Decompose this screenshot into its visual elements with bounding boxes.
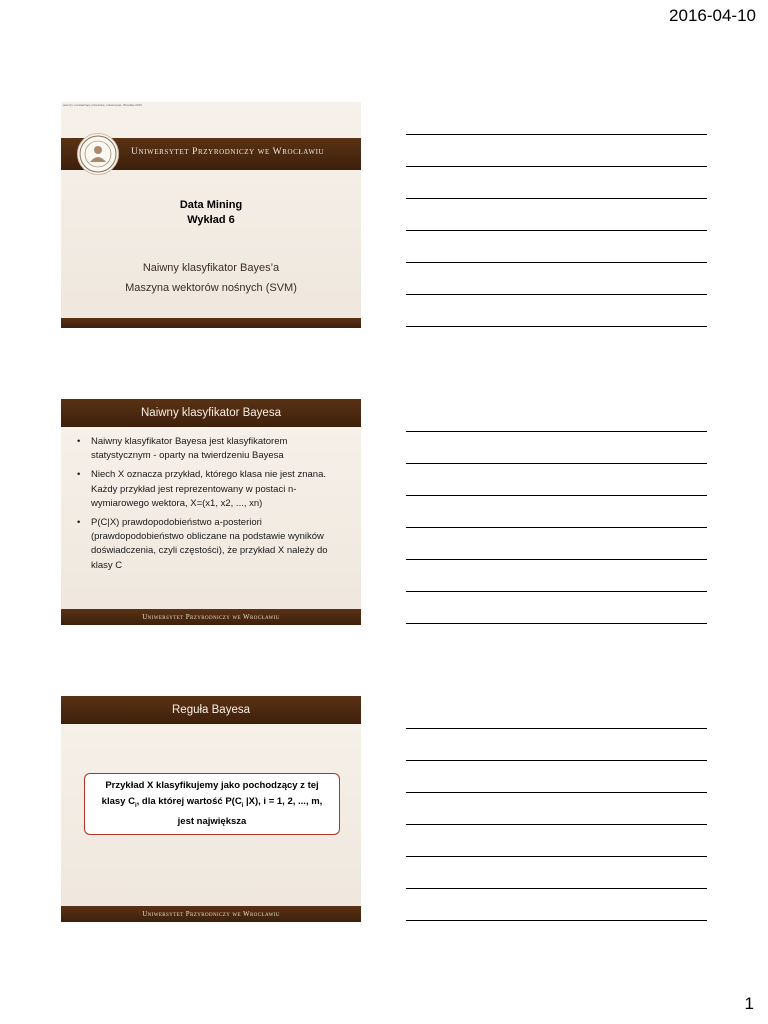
subtitle-line-1: Naiwny klasyfikator Bayes’a — [142, 262, 280, 274]
page-number: 1 — [744, 994, 754, 1013]
note-line — [406, 463, 707, 464]
university-name: Uniwersytet Przyrodniczy we Wrocławiu — [131, 147, 325, 157]
subtitle-line-2: Maszyna wektorów nośnych (SVM) — [125, 282, 297, 294]
note-line — [406, 198, 707, 199]
title-line-1: Data Mining — [179, 199, 243, 211]
note-line — [406, 166, 707, 167]
lecture-title — [61, 198, 361, 228]
slide-header: Naiwny klasyfikator Bayesa — [61, 399, 361, 427]
bullet-icon: • — [77, 517, 81, 529]
slide-naive-bayes — [61, 399, 361, 625]
rule-line-2: klasy $C_i$, dla której wartość $P(C_i$ |X), i = 1, 2, ..., m, — [101, 796, 323, 809]
university-seal-logo — [77, 133, 119, 175]
note-line — [406, 824, 707, 825]
note-line — [406, 591, 707, 592]
note-line — [406, 559, 707, 560]
bullet-item: • Naiwny klasyfikator Bayesa jest klasyfikatorem statystycznym - oparty na twierdzeniu Bayesa — [77, 436, 288, 462]
note-line — [406, 856, 707, 857]
bullet-item: • P(C|X) prawdopodobieństwo a-posteriori (prawdopodobieństwo obliczane na podstawie wyników doświadczenia, czyli częstości), że przykład X należy do klasy C — [77, 517, 328, 571]
note-line — [406, 326, 707, 327]
tiny-note: autorzy: prowadzący przedmiot, uniwersytet, Wrocław 2016 — [63, 103, 142, 107]
note-line — [406, 623, 707, 624]
bullet-icon: • — [77, 469, 81, 481]
lecture-subtitle — [61, 258, 361, 298]
rule-line-3: jest największa — [177, 815, 247, 827]
note-line — [406, 495, 707, 496]
note-line — [406, 134, 707, 135]
rule-box — [84, 773, 340, 835]
slide-header: Reguła Bayesa — [61, 696, 361, 724]
bullet-item: • Niech X oznacza przykład, którego klasa nie jest znana. Każdy przykład jest reprezentowany w postaci n-wymiarowego wektora, X=(x1, x2, ..., xn) — [77, 469, 326, 509]
slide-bottom-bar — [61, 318, 361, 328]
note-line — [406, 431, 707, 432]
note-line — [406, 294, 707, 295]
note-line — [406, 262, 707, 263]
title-line-2: Wykład 6 — [187, 214, 235, 226]
note-line — [406, 888, 707, 889]
slide-footer: Uniwersytet Przyrodniczy we Wrocławiu — [61, 609, 361, 625]
note-line — [406, 760, 707, 761]
note-line — [406, 230, 707, 231]
note-line — [406, 527, 707, 528]
slide-footer: Uniwersytet Przyrodniczy we Wrocławiu — [61, 906, 361, 922]
page-date: 2016-04-10 — [669, 6, 756, 25]
bullet-list — [75, 435, 341, 578]
bullet-icon: • — [77, 436, 81, 447]
slide-title — [61, 102, 361, 328]
note-line — [406, 792, 707, 793]
rule-line-1: Przykład X klasyfikujemy jako pochodzący z tej — [105, 780, 319, 791]
slide-bayes-rule — [61, 696, 361, 922]
note-line — [406, 920, 707, 921]
note-line — [406, 728, 707, 729]
